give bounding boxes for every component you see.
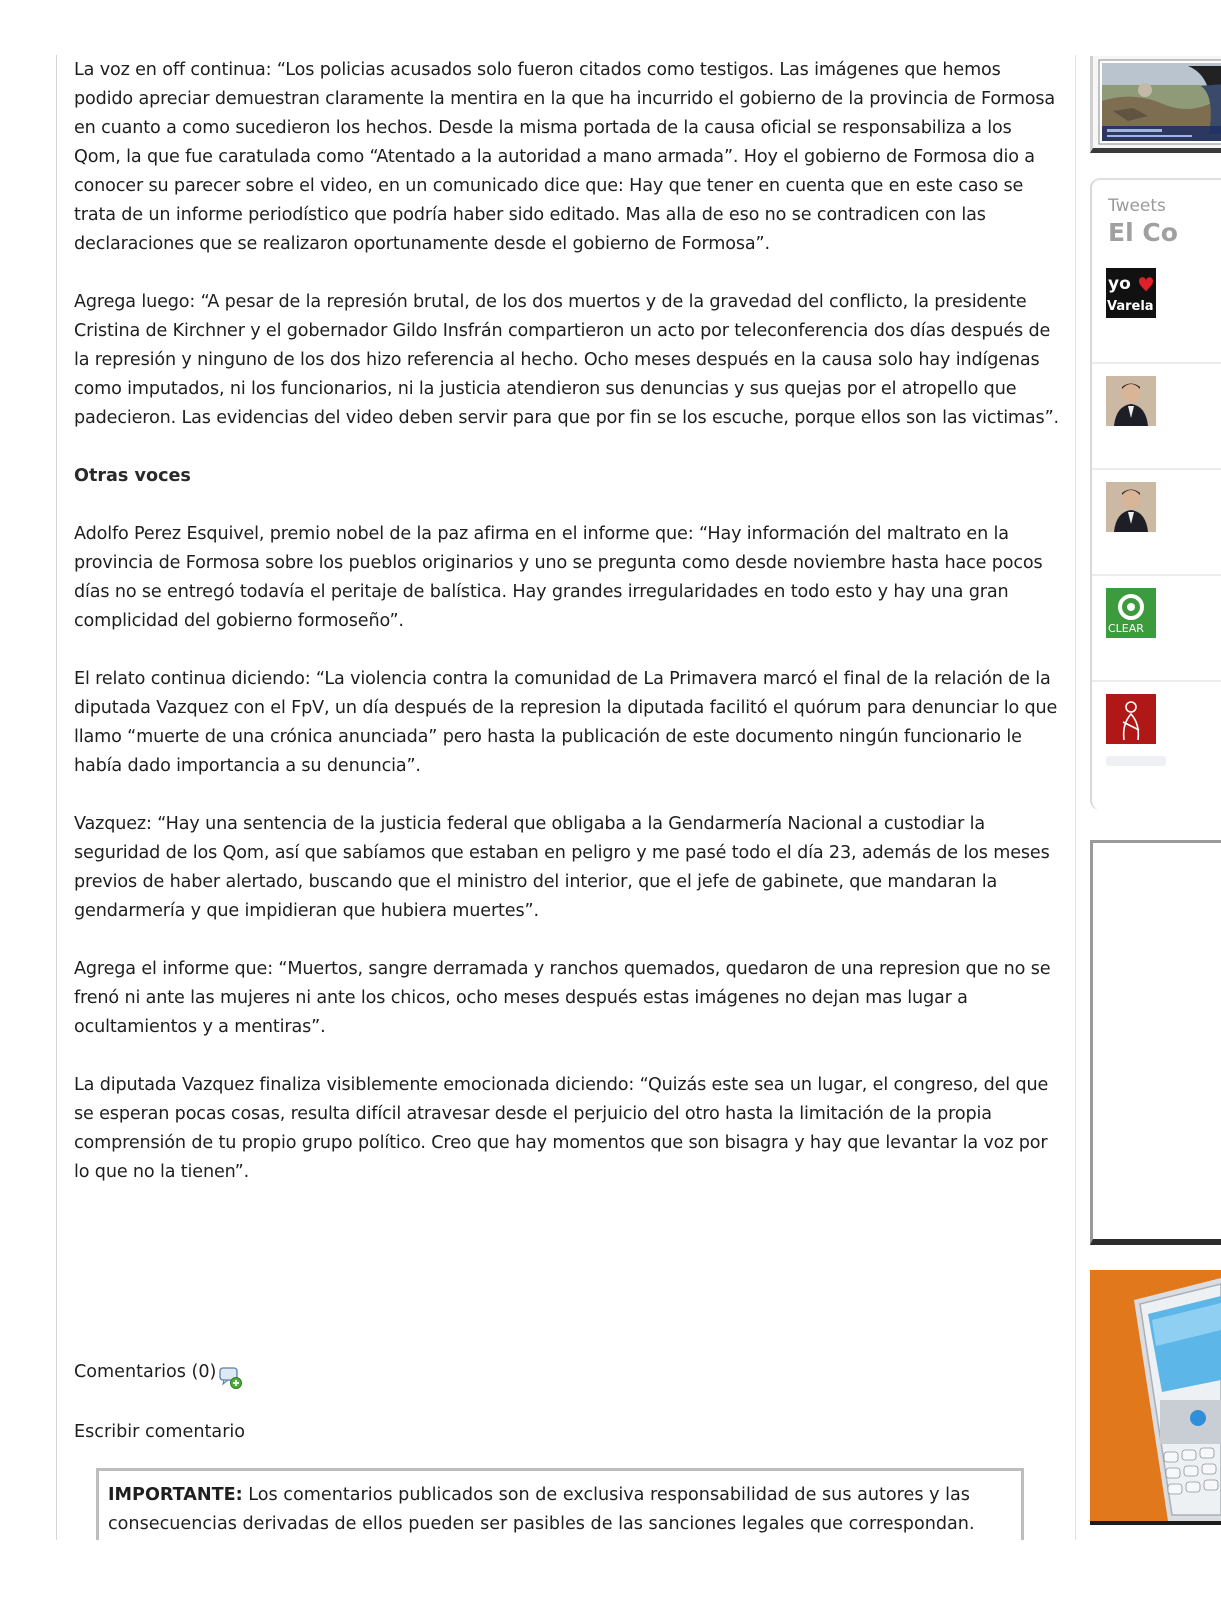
tweet-item[interactable] xyxy=(1092,260,1221,360)
add-comment-icon[interactable] xyxy=(219,1366,243,1390)
avatar[interactable] xyxy=(1106,268,1156,318)
section-heading: Otras voces xyxy=(74,466,191,486)
person-avatar-image xyxy=(1106,482,1156,532)
article-body xyxy=(74,56,1059,1216)
content-left-border xyxy=(56,55,57,1540)
video-thumbnail[interactable] xyxy=(1090,56,1221,153)
avatar[interactable] xyxy=(1106,376,1156,426)
tweets-label: Tweets xyxy=(1108,196,1166,216)
tweet-item[interactable] xyxy=(1092,680,1221,810)
svg-text:Varela: Varela xyxy=(1107,299,1154,314)
comment-disclaimer xyxy=(96,1468,1024,1540)
disclaimer-label: IMPORTANTE: xyxy=(108,1485,243,1505)
article-paragraph: La voz en off continua: “Los policias acusados solo fueron citados como testigos. Las imágenes que hemos podido apreciar demuestran claramente la mentira en la que ha incurrido el gobierno de la provincia de Formosa en cuanto a como sucedieron los hechos. Desde la misma portada de la causa oficial se responsabiliza a los Qom, la que fue caratulada como “Atentado a la autoridad a mano armada”. Hoy el gobierno de Formosa dio a conocer su parecer sobre el video, en un comunicado dice que: Hay que tener en cuenta que en este caso se trata de un informe periodístico que podría haber sido editado. Mas alla de eso no se contradicen con las declaraciones que se realizaron oportunamente desde el gobierno de Formosa”. xyxy=(74,60,1055,254)
tweets-account-title: El Co xyxy=(1108,218,1178,247)
tweet-item[interactable] xyxy=(1092,468,1221,574)
figure-avatar-image xyxy=(1106,694,1156,744)
article-paragraph: Agrega el informe que: “Muertos, sangre derramada y ranchos quemados, quedaron de una represion que no se frenó ni ante las mujeres ni ante los chicos, ocho meses después estas imágenes no dejan mas lugar a ocultamientos y a mentiras”. xyxy=(74,959,1051,1037)
article-paragraph: La diputada Vazquez finaliza visiblemente emocionada diciendo: “Quizás este sea un lugar, el congreso, del que se esperan pocas cosas, resulta difícil atravesar desde el perjuicio del otro hasta la limitación de la propia comprensión de tu propio grupo político. Creo que hay momentos que son bisagra y hay que levantar la voz por lo que no la tienen”. xyxy=(74,1075,1049,1182)
write-comment-link[interactable]: Escribir comentario xyxy=(74,1422,246,1442)
avatar[interactable] xyxy=(1106,482,1156,532)
tweet-item[interactable] xyxy=(1092,362,1221,468)
faded-text xyxy=(1106,756,1166,766)
yo-varela-avatar-image xyxy=(1106,268,1156,318)
article-paragraph: El relato continua diciendo: “La violencia contra la comunidad de La Primavera marcó el final de la relación de la diputada Vazquez con el FpV, un día después de la represion la diputada facilitó el quórum para denunciar lo que llamo “muerte de una crónica anunciada” pero hasta la publicación de este documento ningún funcionario le había dado importancia a su denuncia”. xyxy=(74,669,1058,776)
smartphone-image xyxy=(1090,1270,1221,1521)
article-paragraph: Agrega luego: “A pesar de la represión brutal, de los dos muertos y de la gravedad del conflicto, la presidente Cristina de Kirchner y el gobernador Gildo Insfrán compartieron un acto por teleconferencia dos días después de la represión y ninguno de los dos hizo referencia al hecho. Ocho meses después en la causa solo hay indígenas como imputados, ni los funcionarios, ni la justicia atendieron sus denuncias y sus quejas por el atropello que padecieron. Las evidencias del video deben servir para que por fin se los escuche, porque ellos son las victimas”. xyxy=(74,292,1059,428)
comments-count[interactable]: Comentarios (0) xyxy=(74,1362,217,1382)
svg-text:yo: yo xyxy=(1108,274,1131,294)
comments-link[interactable] xyxy=(74,1358,243,1387)
twitter-widget xyxy=(1090,178,1221,810)
ad-frame[interactable] xyxy=(1090,840,1221,1245)
sidebar-divider xyxy=(1075,55,1076,1540)
tweet-item[interactable] xyxy=(1092,574,1221,680)
article-paragraph: Adolfo Perez Esquivel, premio nobel de la paz afirma en el informe que: “Hay información del maltrato en la provincia de Formosa sobre los pueblos originarios y uno se pregunta como desde noviembre hasta hace pocos días no se entregó todavía el peritaje de balística. Hay grandes irregularidades en todo esto y hay una gran complicidad del gobierno formoseño”. xyxy=(74,524,1043,631)
person-avatar-image xyxy=(1106,376,1156,426)
avatar[interactable] xyxy=(1106,694,1156,744)
article-paragraph: Vazquez: “Hay una sentencia de la justicia federal que obligaba a la Gendarmería Nacional a custodiar la seguridad de los Qom, así que sabíamos que estaban en peligro y me pasé todo el día 23, además de los meses previos de haber alertado, buscando que el ministro del interior, que el jefe de gabinete, que mandaran la gendarmería y que impidieran que hubiera muertes”. xyxy=(74,814,1050,921)
phone-advertisement[interactable] xyxy=(1090,1270,1221,1525)
avatar[interactable] xyxy=(1106,588,1156,638)
avatar-label: CLEAR xyxy=(1108,622,1144,635)
disclaimer-text: Los comentarios publicados son de exclusiva responsabilidad de sus autores y las consecuencias derivadas de ellos pueden ser pasibles de las sanciones legales que correspondan. xyxy=(108,1485,975,1534)
video-thumbnail-image xyxy=(1093,56,1221,148)
